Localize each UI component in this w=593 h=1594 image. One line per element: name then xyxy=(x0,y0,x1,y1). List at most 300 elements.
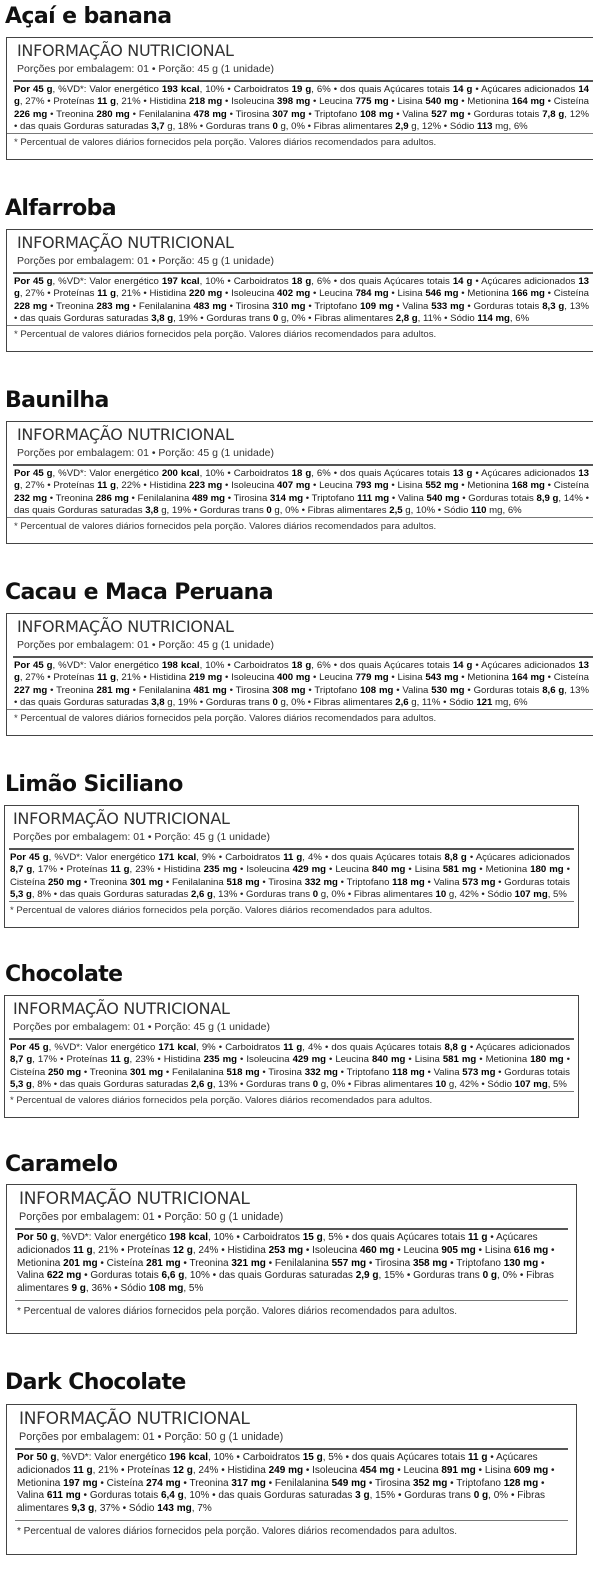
nutrient-label: g, 42% • Sódio xyxy=(446,888,515,900)
nutrient-value: 6,6 g xyxy=(161,1270,185,1282)
nutrient-label: , 5% xyxy=(183,1283,204,1295)
nutrient-value: 11 g xyxy=(97,96,116,108)
nutrient-value: 197 kcal xyxy=(161,276,200,287)
nutrition-text xyxy=(5,1040,578,1091)
nutrient-label: mg, 6% xyxy=(486,504,522,516)
nutrient-label: , 6% • dos quais Açúcares totais xyxy=(311,660,453,671)
nutrient-value: 11 g xyxy=(283,852,303,863)
portion-line: Porções por embalagem: 01 • Porção: 45 g (1 unidade) xyxy=(17,447,274,459)
nutrient-label: • Gorduras totais xyxy=(80,1490,161,1502)
nutrient-label: • Valina xyxy=(17,1477,545,1502)
portion-line: Porções por embalagem: 01 • Porção: 50 g (1 unidade) xyxy=(19,1431,284,1443)
nutrient-label: , 5% xyxy=(547,1078,567,1090)
nutrient-label: , 0% • Fibras alimentares xyxy=(17,1490,546,1515)
nutrient-label: • Triptofano xyxy=(447,1257,504,1269)
nutrient-value: Por 50 g xyxy=(17,1232,57,1243)
nutrient-value: 540 mg xyxy=(425,96,459,108)
nutrition-facts-box xyxy=(4,995,579,1118)
nutrient-label: , 10% • das quais Gorduras saturadas xyxy=(184,1270,356,1282)
nutrient-value: 228 mg xyxy=(14,300,48,312)
nutrient-label: • Lisina xyxy=(388,288,426,300)
nutrient-label: • Valina xyxy=(424,876,463,888)
nutrient-label: • Treonina xyxy=(47,492,96,504)
nutrient-value: 6,4 g xyxy=(160,1490,184,1502)
nutrient-label: , 6% • dos quais Açúcares totais xyxy=(311,276,453,287)
nutrient-label: • Gorduras totais xyxy=(81,1270,162,1282)
nutrition-box-title: INFORMAÇÃO NUTRICIONAL xyxy=(17,617,234,636)
nutrient-value: 121 xyxy=(476,696,493,708)
nutrient-value: 18 g xyxy=(291,660,312,671)
product-title: Cacau e Maca Peruana xyxy=(5,580,273,605)
nutrient-value: 358 mg xyxy=(412,1257,448,1269)
nutrition-box-title: INFORMAÇÃO NUTRICIONAL xyxy=(17,233,234,252)
nutrient-label: • Isoleucina xyxy=(236,1054,293,1066)
nutrient-label: g, 19% • Gorduras trans xyxy=(158,504,267,516)
nutrient-label: , 5% • dos quais Açúcares totais xyxy=(322,1232,468,1243)
nutrient-value: 905 mg xyxy=(441,1244,476,1256)
nutrition-text xyxy=(7,1450,576,1516)
nutrient-value: Por 45 g xyxy=(14,276,53,287)
nutrient-label: • Açúcares adicionados xyxy=(466,852,571,863)
nutrient-label: , %VD*: Valor energético xyxy=(48,852,159,863)
nutrient-label: , 15% • Gorduras trans xyxy=(378,1270,483,1282)
nutrient-label: • Lisina xyxy=(475,1244,514,1256)
nutrient-label: • Metionina xyxy=(476,1054,531,1066)
nutrition-box-title: INFORMAÇÃO NUTRICIONAL xyxy=(13,999,230,1018)
nutrient-value: 227 mg xyxy=(14,684,48,696)
nutrient-label: • Fenilalanina xyxy=(163,876,227,888)
nutrient-label: g, 0% • Fibras alimentares xyxy=(318,1078,436,1090)
nutrient-label: , 6% xyxy=(509,312,530,324)
footnote: * Percentual de valores diários fornecidos pela porção. Valores diários recomendados para adultos. xyxy=(17,1305,458,1317)
nutrient-label: g, 11% • Sódio xyxy=(408,696,477,708)
nutrient-value: 9,3 g xyxy=(71,1503,95,1515)
nutrient-label: , 36% • Sódio xyxy=(85,1283,149,1295)
nutrient-label: , %VD*: Valor energético xyxy=(52,660,162,671)
nutrient-label: • Metionina xyxy=(458,672,512,684)
nutrient-value: 2,9 xyxy=(395,120,409,132)
nutrient-value: 14 g xyxy=(452,84,473,95)
nutrient-label: • Gorduras totais xyxy=(495,876,570,888)
nutrient-value: 581 mg xyxy=(442,864,477,876)
nutrient-value: 11 g xyxy=(110,1054,130,1066)
nutrient-value: 8,7 g xyxy=(10,864,33,876)
nutrient-value: 280 mg xyxy=(96,108,130,120)
nutrient-label: • Cisteína xyxy=(544,288,589,300)
nutrient-value: 581 mg xyxy=(442,1054,477,1066)
nutrient-label: • Açúcares adicionados xyxy=(472,84,579,95)
nutrient-value: Por 45 g xyxy=(10,1042,49,1053)
nutrient-label: • Leucina xyxy=(325,1054,372,1066)
nutrient-value: 219 mg xyxy=(189,672,223,684)
nutrient-label: g, 0% • Fibras alimentares xyxy=(277,120,396,132)
nutrient-value: 398 mg xyxy=(277,96,311,108)
nutrient-value: 168 mg xyxy=(511,480,545,492)
nutrient-label: • Açúcares adicionados xyxy=(472,660,579,671)
nutrient-label: • Triptofano xyxy=(337,876,393,888)
nutrient-value: 8,8 g xyxy=(444,1042,467,1053)
nutrient-label: • Gorduras totais xyxy=(464,108,543,120)
nutrient-label: g, 19% • Gorduras trans xyxy=(164,696,273,708)
nutrient-label: , 10% • Carboidratos xyxy=(208,1232,303,1243)
nutrition-facts-box xyxy=(6,37,593,160)
nutrient-label: , 8% • das quais Gorduras saturadas xyxy=(31,1078,191,1090)
nutrient-value: 283 mg xyxy=(96,300,130,312)
footnote: * Percentual de valores diários fornecidos pela porção. Valores diários recomendados para adultos. xyxy=(17,1525,458,1537)
nutrient-label: • Açúcares adicionados xyxy=(472,276,579,287)
nutrient-label: , 24% • Histidina xyxy=(192,1244,269,1256)
nutrient-value: 108 mg xyxy=(148,1283,184,1295)
nutrient-value: 15 g xyxy=(302,1232,323,1243)
nutrition-text xyxy=(7,1230,576,1296)
nutrient-value: 552 mg xyxy=(425,480,459,492)
nutrition-facts-box xyxy=(6,1184,577,1334)
nutrient-label: , 4% • dos quais Açúcares totais xyxy=(302,852,445,863)
nutrient-label: • Triptofano xyxy=(305,300,361,312)
nutrient-value: 310 mg xyxy=(272,300,306,312)
nutrient-label: • Tirosina xyxy=(225,492,271,504)
nutrient-label: • Metionina xyxy=(476,864,531,876)
nutrition-text xyxy=(7,274,593,325)
nutrient-label: • Fenilalanina xyxy=(129,684,194,696)
nutrient-label: • Leucina xyxy=(310,288,356,300)
nutrient-value: 12 g xyxy=(172,1464,193,1476)
nutrient-label: • Gorduras totais xyxy=(495,1066,570,1078)
nutrient-value: 0 xyxy=(272,312,279,324)
nutrient-value: 308 mg xyxy=(272,684,306,696)
portion-line: Porções por embalagem: 01 • Porção: 45 g (1 unidade) xyxy=(13,831,270,843)
nutrient-value: 11 g xyxy=(97,288,116,300)
nutrient-label: , 14% • das quais Gorduras saturadas xyxy=(14,492,589,516)
nutrient-label: • Fenilalanina xyxy=(163,1066,227,1078)
nutrient-label: , 7% xyxy=(191,1503,212,1515)
nutrient-label: • Valina xyxy=(389,492,427,504)
nutrient-label: , %VD*: Valor energético xyxy=(56,1232,170,1243)
nutrition-box-title: INFORMAÇÃO NUTRICIONAL xyxy=(19,1409,250,1429)
footnote: * Percentual de valores diários fornecidos pela porção. Valores diários recomendados para adultos. xyxy=(14,521,437,533)
nutrient-value: 775 mg xyxy=(355,96,389,108)
nutrient-label: , 37% • Sódio xyxy=(94,1503,158,1515)
nutrient-label: , 13% • Gorduras trans xyxy=(212,1078,313,1090)
nutrient-value: 11 g xyxy=(468,1232,488,1243)
nutrient-value: 622 mg xyxy=(46,1270,82,1282)
nutrient-label: • Leucina xyxy=(394,1464,442,1476)
nutrient-value: Por 45 g xyxy=(14,660,53,671)
nutrient-label: • Triptofano xyxy=(305,684,361,696)
nutrient-label: • Fenilalanina xyxy=(129,300,194,312)
nutrient-value: 286 mg xyxy=(95,492,129,504)
nutrient-label: , 21% • Proteínas xyxy=(92,1464,173,1476)
nutrient-value: 198 kcal xyxy=(169,1232,209,1243)
nutrition-box-title: INFORMAÇÃO NUTRICIONAL xyxy=(13,809,230,828)
nutrient-label: • Cisteína xyxy=(97,1477,147,1489)
nutrient-label: • Leucina xyxy=(394,1244,442,1256)
nutrient-label: • Treonina xyxy=(180,1477,232,1489)
nutrition-text xyxy=(5,850,578,901)
nutrient-label: , 4% • dos quais Açúcares totais xyxy=(302,1042,445,1053)
nutrient-label: , 10% • das quais Gorduras saturadas xyxy=(183,1490,356,1502)
nutrient-value: 11 g xyxy=(73,1244,93,1256)
nutrient-label: , 6% • dos quais Açúcares totais xyxy=(311,468,453,479)
nutrient-value: 460 mg xyxy=(359,1244,395,1256)
nutrient-value: 200 kcal xyxy=(161,468,200,479)
nutrient-value: 784 mg xyxy=(355,288,389,300)
nutrient-value: Por 45 g xyxy=(14,468,53,479)
nutrient-value: 114 mg xyxy=(477,312,510,324)
nutrient-label: • Isoleucina xyxy=(222,96,278,108)
nutrient-label: • Gorduras totais xyxy=(464,300,543,312)
nutrient-value: 14 g xyxy=(14,84,589,108)
nutrient-value: 223 mg xyxy=(189,480,223,492)
nutrient-label: g, 10% • Sódio xyxy=(402,504,472,516)
nutrient-value: 489 mg xyxy=(191,492,226,504)
nutrient-label: • Cisteína xyxy=(544,480,589,492)
nutrient-label: • Açúcares adicionados xyxy=(17,1452,538,1476)
nutrition-facts-box xyxy=(6,1404,577,1555)
nutrient-value: 18 g xyxy=(291,276,312,287)
portion-line: Porções por embalagem: 01 • Porção: 45 g (1 unidade) xyxy=(17,63,274,75)
nutrient-value: 840 mg xyxy=(371,1054,406,1066)
nutrient-value: 527 mg xyxy=(431,108,465,120)
nutrient-value: 321 mg xyxy=(231,1257,266,1269)
footnote: * Percentual de valores diários fornecidos pela porção. Valores diários recomendados para adultos. xyxy=(10,905,433,917)
nutrient-label: , 17% • Proteínas xyxy=(32,1054,111,1066)
nutrient-label: • Triptofano xyxy=(337,1066,393,1078)
nutrient-label: , 22% • Histidina xyxy=(115,480,190,492)
nutrition-box-title: INFORMAÇÃO NUTRICIONAL xyxy=(19,1189,250,1209)
nutrient-value: 166 mg xyxy=(511,288,545,300)
nutrient-label: , 0% • Fibras alimentares xyxy=(17,1270,554,1295)
nutrient-value: 429 mg xyxy=(292,864,326,876)
nutrient-label: , 12% • das quais Gorduras saturadas xyxy=(14,108,589,132)
nutrient-value: 546 mg xyxy=(425,288,459,300)
nutrition-text xyxy=(7,658,593,709)
nutrient-value: 2,5 xyxy=(389,504,403,516)
footnote: * Percentual de valores diários fornecidos pela porção. Valores diários recomendados para adultos. xyxy=(14,137,437,149)
nutrient-value: 793 mg xyxy=(355,480,389,492)
nutrient-value: 0 xyxy=(312,1078,319,1090)
nutrient-label: • Metionina xyxy=(458,96,512,108)
nutrient-label: • Açúcares adicionados xyxy=(472,468,579,479)
nutrient-value: 400 mg xyxy=(277,672,311,684)
product-title: Dark Chocolate xyxy=(5,1370,186,1395)
nutrient-value: 11 g xyxy=(468,1452,488,1463)
nutrient-value: 250 mg xyxy=(47,1066,82,1078)
nutrient-value: 549 mg xyxy=(331,1477,367,1489)
nutrient-label: • Leucina xyxy=(325,864,372,876)
nutrient-value: 543 mg xyxy=(425,672,459,684)
nutrient-label: • Cisteína xyxy=(10,1054,570,1078)
nutrient-value: 3,8 g xyxy=(151,312,174,324)
nutrient-label: , %VD*: Valor energético xyxy=(56,1452,170,1463)
nutrient-label: • Valina xyxy=(424,1066,463,1078)
nutrient-value: 352 mg xyxy=(412,1477,448,1489)
nutrient-value: 616 mg xyxy=(513,1244,549,1256)
nutrient-label: • Lisina xyxy=(475,1464,514,1476)
nutrient-label: , 13% • das quais Gorduras saturadas xyxy=(14,300,589,324)
nutrient-value: 143 mg xyxy=(157,1503,192,1515)
nutrient-label: • Cisteína xyxy=(544,96,589,108)
nutrient-value: 11 g xyxy=(97,480,116,492)
nutrient-label: • Tirosina xyxy=(226,108,273,120)
nutrient-value: 540 mg xyxy=(426,492,460,504)
nutrient-value: 235 mg xyxy=(203,1054,237,1066)
nutrient-value: 8,7 g xyxy=(10,1054,33,1066)
nutrient-value: 107 mg xyxy=(514,1078,548,1090)
nutrient-value: 130 mg xyxy=(503,1257,539,1269)
nutrient-value: 5,3 g xyxy=(10,1078,32,1090)
nutrient-value: 198 kcal xyxy=(161,660,200,671)
nutrient-value: 2,6 g xyxy=(190,1078,213,1090)
nutrient-label: , 27% • Proteínas xyxy=(19,288,98,300)
nutrient-value: 2,6 xyxy=(395,696,409,708)
nutrient-value: Por 45 g xyxy=(14,84,53,95)
nutrient-label: , 5% • dos quais Açúcares totais xyxy=(322,1452,468,1463)
nutrient-label: , 13% • Gorduras trans xyxy=(212,888,313,900)
nutrient-label: g, 0% • Fibras alimentares xyxy=(271,504,390,516)
nutrient-label: , 21% • Proteínas xyxy=(92,1244,173,1256)
nutrient-label: , 10% • Carboidratos xyxy=(199,660,292,671)
nutrient-value: 0 xyxy=(272,120,278,132)
footnote: * Percentual de valores diários fornecidos pela porção. Valores diários recomendados para adultos. xyxy=(14,713,437,725)
nutrient-value: 0 xyxy=(266,504,272,516)
nutrient-value: 109 mg xyxy=(360,300,394,312)
nutrient-label: , 8% • das quais Gorduras saturadas xyxy=(31,888,191,900)
nutrient-label: • Tirosina xyxy=(259,876,305,888)
nutrient-value: Por 45 g xyxy=(10,852,49,863)
nutrient-label: , 27% • Proteínas xyxy=(19,672,98,684)
nutrient-value: 307 mg xyxy=(272,108,306,120)
nutrient-label: • Treonina xyxy=(180,1257,232,1269)
nutrient-value: 196 kcal xyxy=(169,1452,209,1463)
nutrient-label: • Cisteína xyxy=(97,1257,147,1269)
nutrient-label: , 17% • Proteínas xyxy=(32,864,111,876)
nutrient-value: 14 g xyxy=(452,276,473,287)
nutrient-label: • Triptofano xyxy=(305,108,361,120)
nutrient-label: , 5% xyxy=(547,888,567,900)
nutrient-value: 19 g xyxy=(291,84,312,95)
nutrient-value: 0 g xyxy=(482,1270,498,1282)
nutrient-label: • Valina xyxy=(393,108,432,120)
nutrient-label: • Triptofano xyxy=(303,492,358,504)
nutrient-value: 201 mg xyxy=(63,1257,98,1269)
nutrient-value: 108 mg xyxy=(360,684,394,696)
nutrient-value: 164 mg xyxy=(511,672,545,684)
nutrient-value: 3,8 xyxy=(151,696,165,708)
portion-line: Porções por embalagem: 01 • Porção: 45 g (1 unidade) xyxy=(17,639,274,651)
nutrient-value: 250 mg xyxy=(47,876,82,888)
product-title: Limão Siciliano xyxy=(5,772,183,797)
nutrient-label: , 10% • Carboidratos xyxy=(199,468,292,479)
nutrient-value: 180 mg xyxy=(530,1054,564,1066)
footnote: * Percentual de valores diários fornecidos pela porção. Valores diários recomendados para adultos. xyxy=(10,1095,433,1107)
nutrient-label: • Treonina xyxy=(81,876,130,888)
portion-line: Porções por embalagem: 01 • Porção: 50 g (1 unidade) xyxy=(19,1211,284,1223)
nutrient-value: 8,8 g xyxy=(444,852,467,863)
nutrient-label: • Isoleucina xyxy=(236,864,293,876)
nutrient-value: 840 mg xyxy=(371,864,406,876)
nutrient-label: , 11% • Sódio xyxy=(417,312,478,324)
nutrient-value: 518 mg xyxy=(226,876,260,888)
nutrient-value: 402 mg xyxy=(277,288,311,300)
nutrient-label: , 27% • Proteínas xyxy=(19,480,98,492)
nutrient-label: • Treonina xyxy=(47,684,97,696)
nutrient-value: 8,3 g xyxy=(542,300,565,312)
nutrient-label: , 13% • das quais Gorduras saturadas xyxy=(14,684,589,708)
nutrient-label: • Açúcares adicionados xyxy=(17,1232,538,1256)
nutrient-value: 609 mg xyxy=(513,1464,549,1476)
nutrient-label: , 9% • Carboidratos xyxy=(196,852,284,863)
product-title: Açaí e banana xyxy=(5,4,172,29)
nutrient-value: 111 mg xyxy=(357,492,390,504)
nutrient-label: g, 0% • Fibras alimentares xyxy=(277,696,396,708)
nutrient-value: 0 xyxy=(312,888,319,900)
nutrient-value: 12 g xyxy=(172,1244,193,1256)
nutrition-box-title: INFORMAÇÃO NUTRICIONAL xyxy=(17,425,234,444)
nutrient-label: g, 18% • Gorduras trans xyxy=(164,120,273,132)
nutrient-value: 518 mg xyxy=(226,1066,260,1078)
nutrient-value: 573 mg xyxy=(462,1066,496,1078)
nutrient-value: 10 xyxy=(435,1078,447,1090)
nutrient-label: , %VD*: Valor energético xyxy=(52,84,162,95)
nutrition-facts-box xyxy=(6,229,593,352)
nutrient-value: 18 g xyxy=(291,468,312,479)
nutrient-label: , 23% • Histidina xyxy=(129,1054,204,1066)
nutrient-value: 332 mg xyxy=(304,1066,338,1078)
nutrient-value: 113 xyxy=(477,120,493,132)
nutrient-label: • Lisina xyxy=(388,96,426,108)
nutrient-label: • Lisina xyxy=(388,480,426,492)
nutrition-facts-box xyxy=(6,421,593,544)
nutrient-label: , 19% • Gorduras trans xyxy=(173,312,273,324)
nutrient-value: 281 mg xyxy=(146,1257,181,1269)
nutrient-value: 557 mg xyxy=(331,1257,367,1269)
nutrient-value: 2,6 g xyxy=(190,888,213,900)
nutrient-value: 108 mg xyxy=(360,108,394,120)
nutrient-value: 13 g xyxy=(452,468,473,479)
nutrient-value: 226 mg xyxy=(14,108,48,120)
nutrient-label: • Fenilalanina xyxy=(129,108,194,120)
nutrient-value: 2,9 g xyxy=(355,1270,379,1282)
nutrition-facts-box xyxy=(4,805,579,928)
nutrient-value: 164 mg xyxy=(511,96,545,108)
nutrient-value: 483 mg xyxy=(193,300,227,312)
nutrient-value: 3,7 xyxy=(151,120,165,132)
nutrient-label: , 9% • Carboidratos xyxy=(196,1042,284,1053)
nutrient-label: • Treonina xyxy=(47,300,97,312)
nutrient-value: 8,6 g xyxy=(542,684,565,696)
nutrient-label: • Isoleucina xyxy=(222,672,278,684)
nutrient-label: • Fenilalanina xyxy=(265,1257,332,1269)
nutrition-text xyxy=(7,466,593,517)
nutrient-value: 11 g xyxy=(110,864,130,876)
nutrient-value: 3 g xyxy=(355,1490,370,1502)
nutrient-label: • Tirosina xyxy=(366,1477,413,1489)
nutrient-value: 171 kcal xyxy=(158,1042,197,1053)
nutrient-label: • Gorduras totais xyxy=(464,684,543,696)
nutrient-label: , 10% • Carboidratos xyxy=(208,1452,303,1463)
nutrition-facts-box xyxy=(6,613,593,736)
nutrient-value: 573 mg xyxy=(462,876,496,888)
nutrient-label: • Metionina xyxy=(17,1244,555,1269)
nutrient-label: , 24% • Histidina xyxy=(192,1464,269,1476)
nutrient-value: 10 xyxy=(435,888,447,900)
nutrient-label: , %VD*: Valor energético xyxy=(48,1042,159,1053)
product-title: Baunilha xyxy=(5,388,109,413)
nutrient-value: 11 g xyxy=(73,1464,93,1476)
nutrient-value: 301 mg xyxy=(130,876,164,888)
nutrient-label: • Tirosina xyxy=(226,300,273,312)
